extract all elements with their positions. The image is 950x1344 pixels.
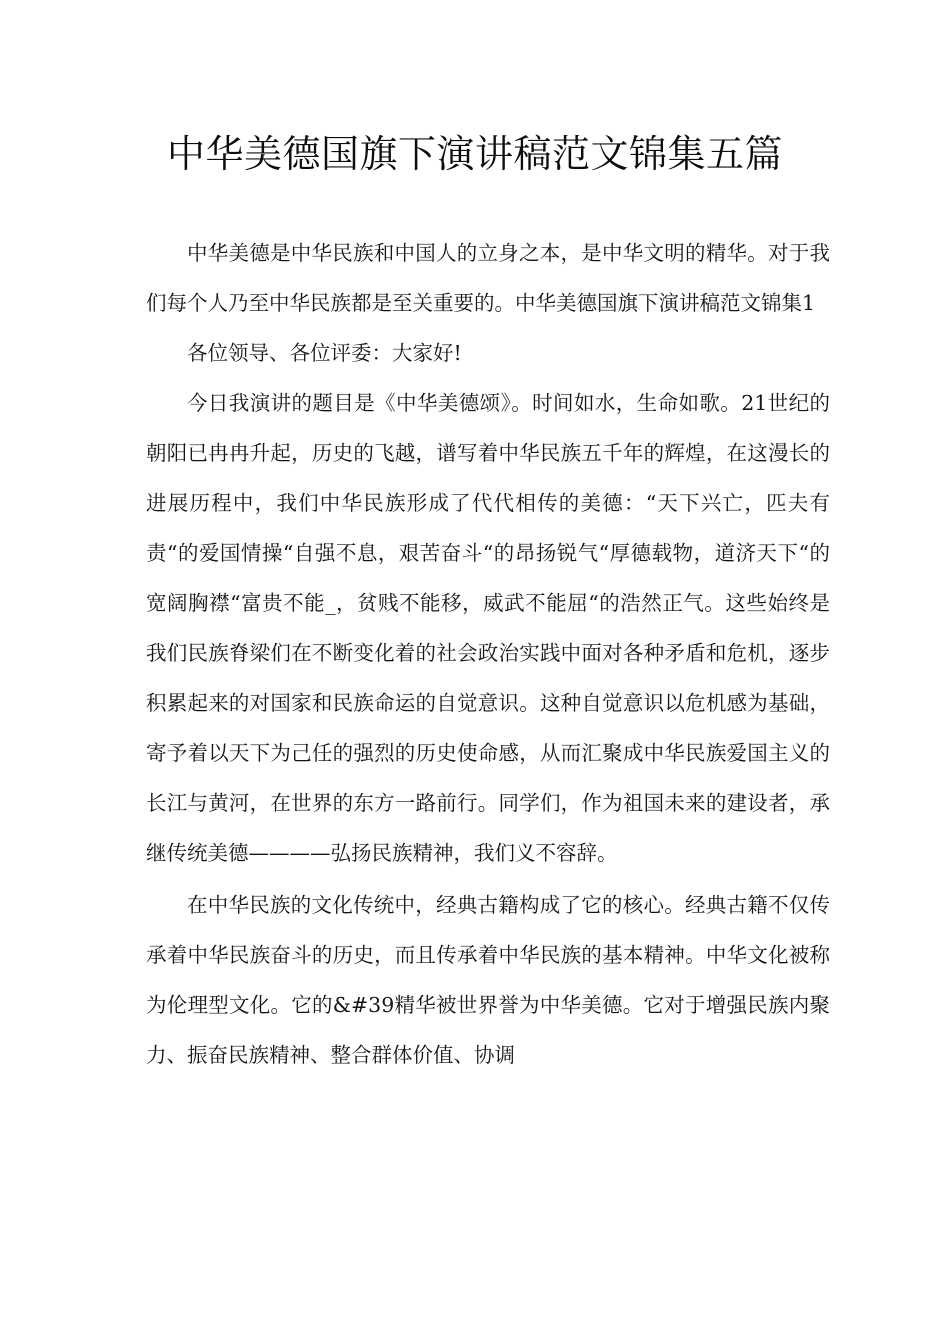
paragraph-speech-topic: 今日我演讲的题目是《中华美德颂》。时间如水，生命如歌。21世纪的朝阳已冉冉升起，历史的飞越，谱写着中华民族五千年的辉煌，在这漫长的进展历程中，我们中华民族形成了代代相传的美德：“天下兴亡，匹夫有责“的爱国情操“自强不息，艰苦奋斗“的昂扬锐气“厚德载物，道济天下“的宽阔胸襟“富贵不能_，贫贱不能移，威武不能屈“的浩然正气。这些始终是我们民族脊梁们在不断变化着的社会政治实践中面对各种矛盾和危机，逐步积累起来的对国家和民族命运的自觉意识。这种自觉意识以危机感为基础，寄予着以天下为己任的强烈的历史使命感，从而汇聚成中华民族爱国主义的长江与黄河，在世界的东方一路前行。同学们，作为祖国未来的建设者，承继传统美德————弘扬民族精神，我们义不容辞。 — [146, 391, 830, 865]
document-title: 中华美德国旗下演讲稿范文锦集五篇 — [166, 132, 783, 176]
paragraph-classics: 在中华民族的文化传统中，经典古籍构成了它的核心。经典古籍不仅传承着中华民族奋斗的历史，而且传承着中华民族的基本精神。中华文化被称为伦理型文化。它的&#39精华被世界誉为中华美德。它对于增强民族内聚力、振奋民族精神、整合群体价值、协调 — [146, 893, 830, 1067]
paragraph-intro: 中华美德是中华民族和中国人的立身之本，是中华文明的精华。对于我们每个人乃至中华民族都是至关重要的。中华美德国旗下演讲稿范文锦集1 — [146, 241, 830, 315]
paragraph-greeting: 各位领导、各位评委：大家好! — [187, 341, 462, 365]
document-body — [146, 228, 830, 1080]
